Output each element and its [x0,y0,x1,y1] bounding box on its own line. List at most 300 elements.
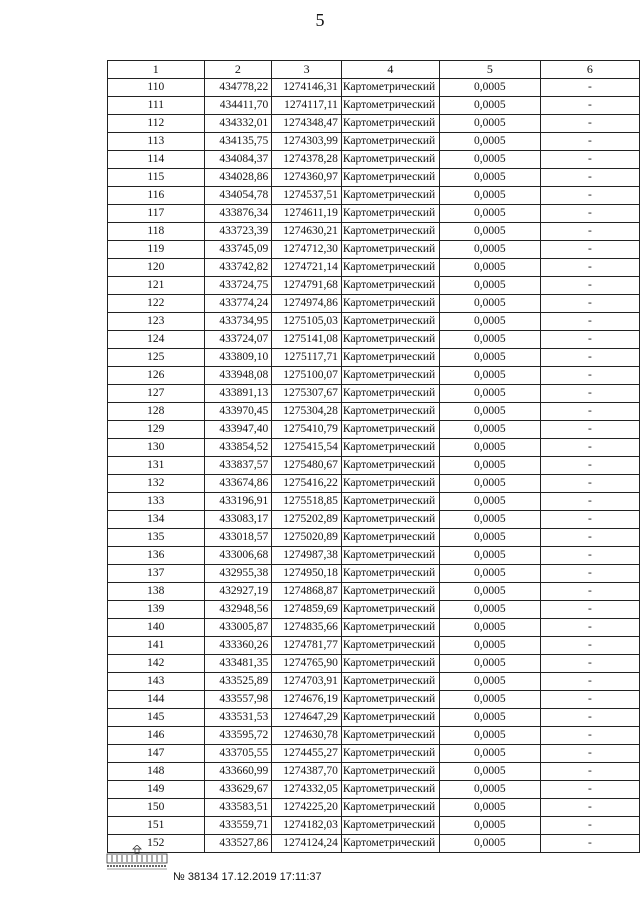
point-number-cell: 129 [108,421,205,439]
y-coordinate-cell: 1275416,22 [272,475,342,493]
method-cell: Картометрический [341,349,439,367]
method-cell: Картометрический [341,223,439,241]
x-coordinate-cell: 433837,57 [204,457,272,475]
note-cell: - [540,655,639,673]
point-number-cell: 133 [108,493,205,511]
table-header-row [108,61,640,79]
point-number-cell: 137 [108,565,205,583]
note-cell: - [540,583,639,601]
x-coordinate-cell: 433724,75 [204,277,272,295]
accuracy-cell: 0,0005 [439,349,540,367]
y-coordinate-cell: 1275480,67 [272,457,342,475]
method-cell: Картометрический [341,583,439,601]
point-number-cell: 119 [108,241,205,259]
method-cell: Картометрический [341,151,439,169]
x-coordinate-cell: 433742,82 [204,259,272,277]
table-row [108,457,640,475]
x-coordinate-cell: 432948,56 [204,601,272,619]
note-cell: - [540,187,639,205]
table-row [108,313,640,331]
table-row [108,781,640,799]
accuracy-cell: 0,0005 [439,691,540,709]
table-row [108,727,640,745]
accuracy-cell: 0,0005 [439,205,540,223]
table-row [108,403,640,421]
point-number-cell: 145 [108,709,205,727]
accuracy-cell: 0,0005 [439,583,540,601]
method-cell: Картометрический [341,205,439,223]
accuracy-cell: 0,0005 [439,619,540,637]
method-cell: Картометрический [341,547,439,565]
accuracy-cell: 0,0005 [439,457,540,475]
accuracy-cell: 0,0005 [439,493,540,511]
method-cell: Картометрический [341,133,439,151]
y-coordinate-cell: 1274303,99 [272,133,342,151]
table-row [108,169,640,187]
note-cell: - [540,457,639,475]
y-coordinate-cell: 1274455,27 [272,745,342,763]
accuracy-cell: 0,0005 [439,835,540,853]
y-coordinate-cell: 1275105,03 [272,313,342,331]
method-cell: Картометрический [341,313,439,331]
accuracy-cell: 0,0005 [439,565,540,583]
table-row [108,799,640,817]
table-row [108,583,640,601]
note-cell: - [540,403,639,421]
point-number-cell: 113 [108,133,205,151]
note-cell: - [540,151,639,169]
method-cell: Картометрический [341,493,439,511]
point-number-cell: 112 [108,115,205,133]
accuracy-cell: 0,0005 [439,655,540,673]
point-number-cell: 122 [108,295,205,313]
note-cell: - [540,115,639,133]
point-number-cell: 142 [108,655,205,673]
table-row [108,295,640,313]
x-coordinate-cell: 433809,10 [204,349,272,367]
note-cell: - [540,799,639,817]
table-row [108,511,640,529]
point-number-cell: 135 [108,529,205,547]
note-cell: - [540,493,639,511]
point-number-cell: 115 [108,169,205,187]
table-row [108,655,640,673]
y-coordinate-cell: 1275307,67 [272,385,342,403]
accuracy-cell: 0,0005 [439,367,540,385]
accuracy-cell: 0,0005 [439,277,540,295]
y-coordinate-cell: 1274360,97 [272,169,342,187]
table-row [108,385,640,403]
method-cell: Картометрический [341,781,439,799]
y-coordinate-cell: 1274124,24 [272,835,342,853]
x-coordinate-cell: 433876,34 [204,205,272,223]
x-coordinate-cell: 433891,13 [204,385,272,403]
accuracy-cell: 0,0005 [439,97,540,115]
method-cell: Картометрический [341,691,439,709]
x-coordinate-cell: 434135,75 [204,133,272,151]
method-cell: Картометрический [341,529,439,547]
point-number-cell: 111 [108,97,205,115]
y-coordinate-cell: 1274791,68 [272,277,342,295]
x-coordinate-cell: 433531,53 [204,709,272,727]
y-coordinate-cell: 1274835,66 [272,619,342,637]
table-row [108,205,640,223]
method-cell: Картометрический [341,259,439,277]
note-cell: - [540,241,639,259]
point-number-cell: 130 [108,439,205,457]
note-cell: - [540,529,639,547]
x-coordinate-cell: 433724,07 [204,331,272,349]
x-coordinate-cell: 432927,19 [204,583,272,601]
y-coordinate-cell: 1274182,03 [272,817,342,835]
point-number-cell: 123 [108,313,205,331]
table-row [108,259,640,277]
y-coordinate-cell: 1274117,11 [272,97,342,115]
table-row [108,187,640,205]
x-coordinate-cell: 433970,45 [204,403,272,421]
x-coordinate-cell: 434084,37 [204,151,272,169]
note-cell: - [540,745,639,763]
table-row [108,475,640,493]
table-row [108,241,640,259]
method-cell: Картометрический [341,97,439,115]
x-coordinate-cell: 433723,39 [204,223,272,241]
y-coordinate-cell: 1275304,28 [272,403,342,421]
x-coordinate-cell: 433629,67 [204,781,272,799]
x-coordinate-cell: 433006,68 [204,547,272,565]
method-cell: Картометрический [341,367,439,385]
y-coordinate-cell: 1275415,54 [272,439,342,457]
y-coordinate-cell: 1274225,20 [272,799,342,817]
accuracy-cell: 0,0005 [439,799,540,817]
column-header: 1 [108,61,205,79]
note-cell: - [540,349,639,367]
table-row [108,673,640,691]
point-number-cell: 147 [108,745,205,763]
point-number-cell: 144 [108,691,205,709]
x-coordinate-cell: 433705,55 [204,745,272,763]
accuracy-cell: 0,0005 [439,115,540,133]
point-number-cell: 138 [108,583,205,601]
table-row [108,331,640,349]
table-row [108,223,640,241]
x-coordinate-cell: 434411,70 [204,97,272,115]
accuracy-cell: 0,0005 [439,601,540,619]
y-coordinate-cell: 1274712,30 [272,241,342,259]
x-coordinate-cell: 433774,24 [204,295,272,313]
note-cell: - [540,295,639,313]
table-row [108,349,640,367]
method-cell: Картометрический [341,817,439,835]
y-coordinate-cell: 1274868,87 [272,583,342,601]
y-coordinate-cell: 1275518,85 [272,493,342,511]
column-header: 3 [272,61,342,79]
x-coordinate-cell: 434778,22 [204,79,272,97]
accuracy-cell: 0,0005 [439,709,540,727]
coordinates-table [107,60,640,853]
x-coordinate-cell: 433734,95 [204,313,272,331]
y-coordinate-cell: 1275202,89 [272,511,342,529]
note-cell: - [540,331,639,349]
point-number-cell: 124 [108,331,205,349]
point-number-cell: 128 [108,403,205,421]
method-cell: Картометрический [341,763,439,781]
note-cell: - [540,367,639,385]
note-cell: - [540,601,639,619]
x-coordinate-cell: 434028,86 [204,169,272,187]
table-row [108,133,640,151]
x-coordinate-cell: 433559,71 [204,817,272,835]
y-coordinate-cell: 1274987,38 [272,547,342,565]
x-coordinate-cell: 433745,09 [204,241,272,259]
point-number-cell: 118 [108,223,205,241]
accuracy-cell: 0,0005 [439,439,540,457]
x-coordinate-cell: 434054,78 [204,187,272,205]
x-coordinate-cell: 434332,01 [204,115,272,133]
table-row [108,277,640,295]
method-cell: Картометрический [341,403,439,421]
point-number-cell: 139 [108,601,205,619]
point-number-cell: 134 [108,511,205,529]
table-row [108,493,640,511]
method-cell: Картометрический [341,277,439,295]
x-coordinate-cell: 433525,89 [204,673,272,691]
x-coordinate-cell: 433557,98 [204,691,272,709]
accuracy-cell: 0,0005 [439,331,540,349]
note-cell: - [540,565,639,583]
table-row [108,115,640,133]
point-number-cell: 151 [108,817,205,835]
table-row [108,745,640,763]
note-cell: - [540,709,639,727]
point-number-cell: 149 [108,781,205,799]
y-coordinate-cell: 1274146,31 [272,79,342,97]
method-cell: Картометрический [341,475,439,493]
y-coordinate-cell: 1274332,05 [272,781,342,799]
accuracy-cell: 0,0005 [439,817,540,835]
y-coordinate-cell: 1274950,18 [272,565,342,583]
accuracy-cell: 0,0005 [439,727,540,745]
accuracy-cell: 0,0005 [439,781,540,799]
method-cell: Картометрический [341,457,439,475]
table-row [108,619,640,637]
accuracy-cell: 0,0005 [439,187,540,205]
method-cell: Картометрический [341,79,439,97]
table-row [108,691,640,709]
accuracy-cell: 0,0005 [439,745,540,763]
accuracy-cell: 0,0005 [439,223,540,241]
note-cell: - [540,637,639,655]
y-coordinate-cell: 1275100,07 [272,367,342,385]
table-row [108,763,640,781]
accuracy-cell: 0,0005 [439,169,540,187]
x-coordinate-cell: 433018,57 [204,529,272,547]
x-coordinate-cell: 433083,17 [204,511,272,529]
x-coordinate-cell: 433196,91 [204,493,272,511]
note-cell: - [540,313,639,331]
accuracy-cell: 0,0005 [439,673,540,691]
y-coordinate-cell: 1275410,79 [272,421,342,439]
note-cell: - [540,727,639,745]
y-coordinate-cell: 1274721,14 [272,259,342,277]
accuracy-cell: 0,0005 [439,79,540,97]
point-number-cell: 140 [108,619,205,637]
y-coordinate-cell: 1274974,86 [272,295,342,313]
y-coordinate-cell: 1274630,78 [272,727,342,745]
point-number-cell: 148 [108,763,205,781]
method-cell: Картометрический [341,511,439,529]
table-row [108,565,640,583]
table-row [108,709,640,727]
method-cell: Картометрический [341,673,439,691]
accuracy-cell: 0,0005 [439,547,540,565]
column-header: 6 [540,61,639,79]
method-cell: Картометрический [341,331,439,349]
point-number-cell: 125 [108,349,205,367]
note-cell: - [540,205,639,223]
y-coordinate-cell: 1274611,19 [272,205,342,223]
point-number-cell: 126 [108,367,205,385]
note-cell: - [540,169,639,187]
y-coordinate-cell: 1275020,89 [272,529,342,547]
note-cell: - [540,547,639,565]
x-coordinate-cell: 433948,08 [204,367,272,385]
point-number-cell: 150 [108,799,205,817]
point-number-cell: 120 [108,259,205,277]
accuracy-cell: 0,0005 [439,763,540,781]
accuracy-cell: 0,0005 [439,637,540,655]
table-row [108,439,640,457]
point-number-cell: 127 [108,385,205,403]
accuracy-cell: 0,0005 [439,133,540,151]
accuracy-cell: 0,0005 [439,241,540,259]
x-coordinate-cell: 433660,99 [204,763,272,781]
point-number-cell: 132 [108,475,205,493]
accuracy-cell: 0,0005 [439,313,540,331]
note-cell: - [540,817,639,835]
table-row [108,529,640,547]
point-number-cell: 117 [108,205,205,223]
method-cell: Картометрический [341,745,439,763]
accuracy-cell: 0,0005 [439,295,540,313]
note-cell: - [540,781,639,799]
method-cell: Картометрический [341,709,439,727]
y-coordinate-cell: 1275117,71 [272,349,342,367]
y-coordinate-cell: 1274765,90 [272,655,342,673]
registry-stamp-icon [106,845,168,871]
table-row [108,601,640,619]
y-coordinate-cell: 1274647,29 [272,709,342,727]
y-coordinate-cell: 1274378,28 [272,151,342,169]
y-coordinate-cell: 1274387,70 [272,763,342,781]
point-number-cell: 114 [108,151,205,169]
note-cell: - [540,511,639,529]
table-row [108,367,640,385]
accuracy-cell: 0,0005 [439,475,540,493]
method-cell: Картометрический [341,187,439,205]
x-coordinate-cell: 433005,87 [204,619,272,637]
note-cell: - [540,97,639,115]
point-number-cell: 152 [108,835,205,853]
y-coordinate-cell: 1274348,47 [272,115,342,133]
table-row [108,79,640,97]
table-row [108,637,640,655]
y-coordinate-cell: 1274537,51 [272,187,342,205]
x-coordinate-cell: 433947,40 [204,421,272,439]
y-coordinate-cell: 1275141,08 [272,331,342,349]
note-cell: - [540,385,639,403]
x-coordinate-cell: 433595,72 [204,727,272,745]
method-cell: Картометрический [341,421,439,439]
method-cell: Картометрический [341,439,439,457]
page-number: 5 [315,10,325,30]
method-cell: Картометрический [341,241,439,259]
note-cell: - [540,673,639,691]
table-row [108,835,640,853]
point-number-cell: 141 [108,637,205,655]
method-cell: Картометрический [341,637,439,655]
table-row [108,97,640,115]
x-coordinate-cell: 433481,35 [204,655,272,673]
y-coordinate-cell: 1274859,69 [272,601,342,619]
method-cell: Картометрический [341,799,439,817]
note-cell: - [540,421,639,439]
method-cell: Картометрический [341,601,439,619]
x-coordinate-cell: 433674,86 [204,475,272,493]
point-number-cell: 143 [108,673,205,691]
x-coordinate-cell: 433583,51 [204,799,272,817]
y-coordinate-cell: 1274630,21 [272,223,342,241]
registration-timestamp: 17.12.2019 17:11:37 [221,871,322,883]
note-cell: - [540,763,639,781]
accuracy-cell: 0,0005 [439,385,540,403]
column-header: 4 [341,61,439,79]
table-row [108,817,640,835]
accuracy-cell: 0,0005 [439,511,540,529]
method-cell: Картометрический [341,565,439,583]
note-cell: - [540,691,639,709]
method-cell: Картометрический [341,385,439,403]
note-cell: - [540,79,639,97]
x-coordinate-cell: 433360,26 [204,637,272,655]
note-cell: - [540,259,639,277]
accuracy-cell: 0,0005 [439,421,540,439]
table-row [108,421,640,439]
table-row [108,151,640,169]
point-number-cell: 110 [108,79,205,97]
method-cell: Картометрический [341,727,439,745]
x-coordinate-cell: 433854,52 [204,439,272,457]
method-cell: Картометрический [341,655,439,673]
registration-footer [173,871,322,883]
y-coordinate-cell: 1274781,77 [272,637,342,655]
column-header: 5 [439,61,540,79]
table-row [108,547,640,565]
table-body [108,79,640,853]
note-cell: - [540,133,639,151]
y-coordinate-cell: 1274703,91 [272,673,342,691]
method-cell: Картометрический [341,295,439,313]
accuracy-cell: 0,0005 [439,259,540,277]
point-number-cell: 146 [108,727,205,745]
column-header: 2 [204,61,272,79]
method-cell: Картометрический [341,619,439,637]
point-number-cell: 136 [108,547,205,565]
x-coordinate-cell: 432955,38 [204,565,272,583]
note-cell: - [540,277,639,295]
point-number-cell: 121 [108,277,205,295]
accuracy-cell: 0,0005 [439,529,540,547]
